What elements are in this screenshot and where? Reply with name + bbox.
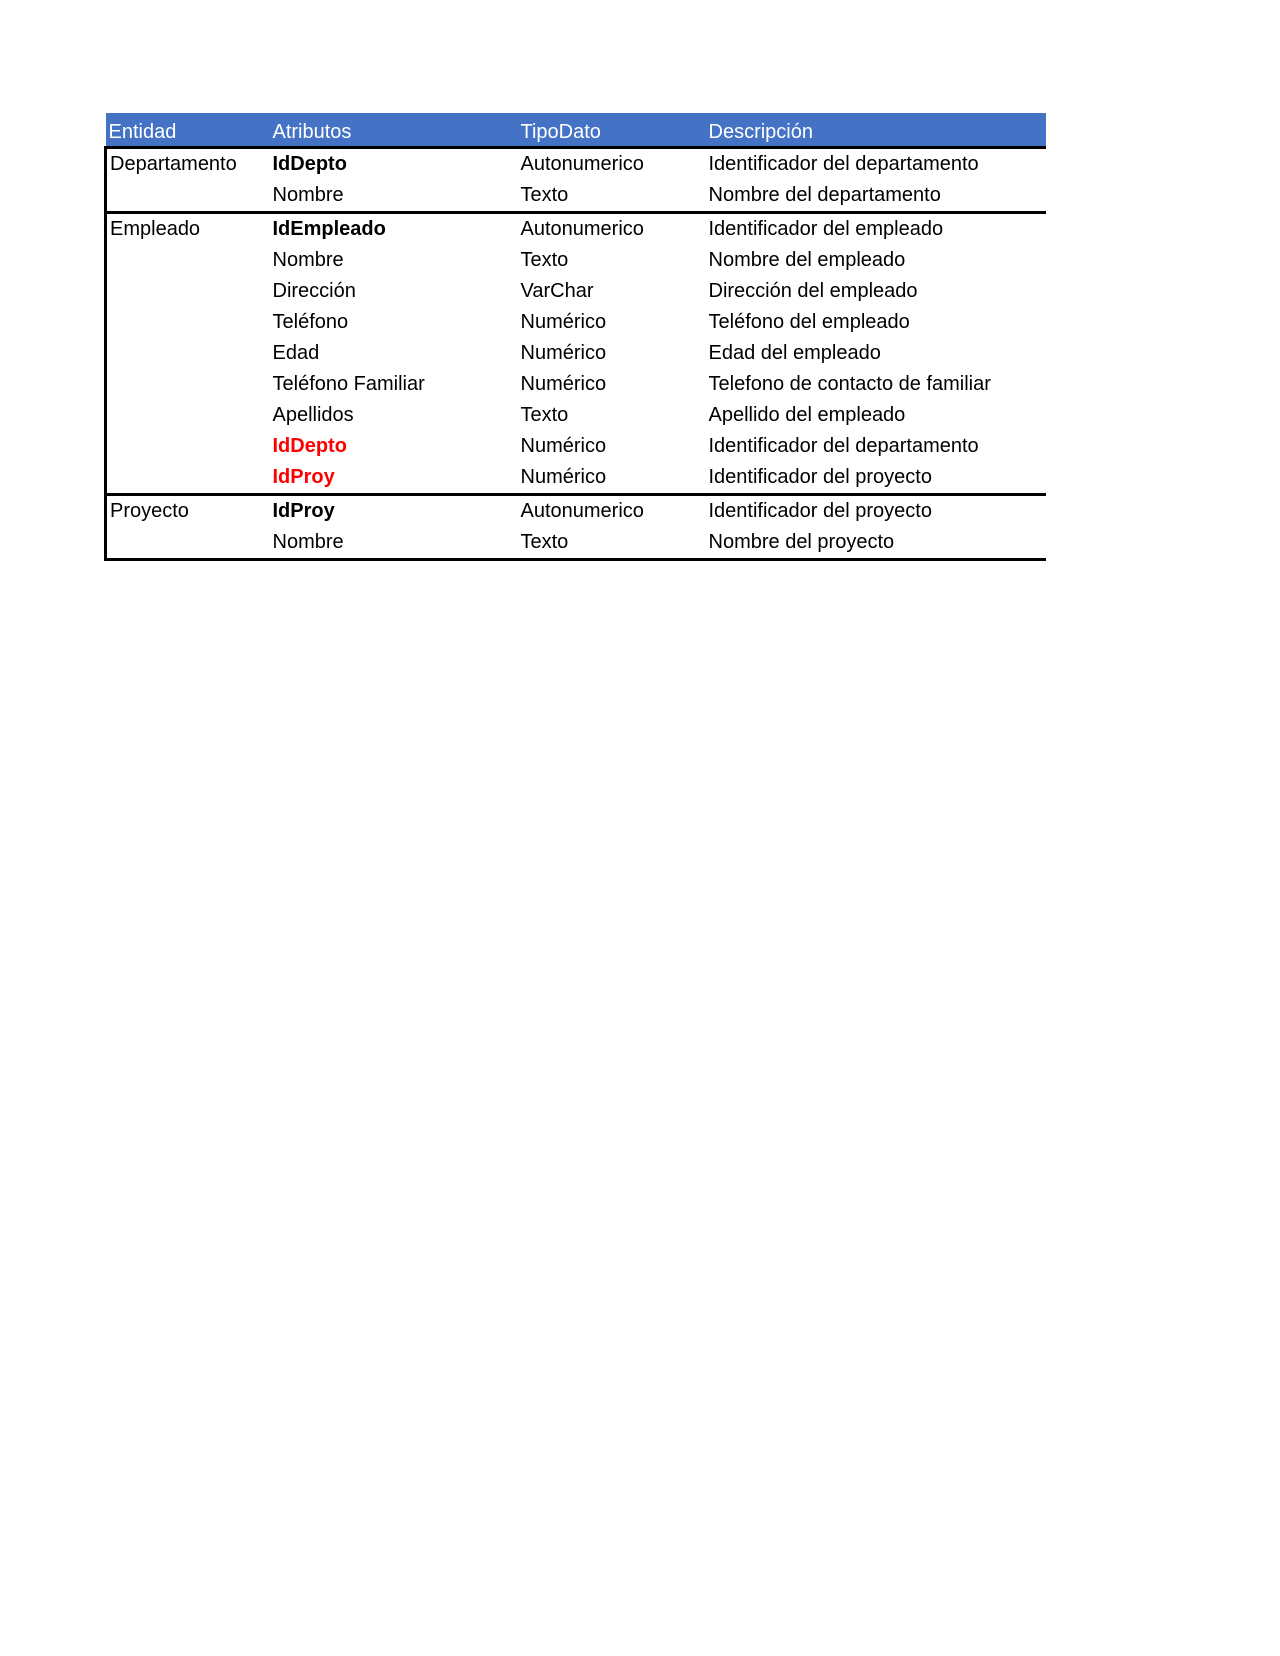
- cell-description[interactable]: Identificador del departamento: [706, 148, 1046, 181]
- cell-description[interactable]: Nombre del empleado: [708, 249, 906, 271]
- table-row: [106, 431, 1046, 462]
- cell-attribute[interactable]: Teléfono: [272, 311, 349, 333]
- cell-type[interactable]: Texto: [520, 249, 569, 271]
- table-row: [106, 527, 1046, 560]
- table-row: [106, 369, 1046, 400]
- cell-attribute[interactable]: IdDepto: [272, 435, 347, 457]
- cell-type[interactable]: Autonumerico: [518, 495, 706, 528]
- table-row: [106, 245, 1046, 276]
- table-row: [106, 338, 1046, 369]
- cell-attribute[interactable]: IdDepto: [270, 148, 518, 181]
- header-row: [106, 113, 1046, 148]
- table-row: [106, 276, 1046, 307]
- cell-description[interactable]: Nombre del departamento: [708, 184, 941, 206]
- cell-description[interactable]: Telefono de contacto de familiar: [708, 373, 991, 395]
- cell-type[interactable]: Numérico: [520, 466, 607, 488]
- cell-entity[interactable]: [106, 527, 270, 560]
- header-type[interactable]: TipoDato: [518, 113, 706, 148]
- cell-description[interactable]: Dirección del empleado: [708, 280, 918, 302]
- cell-description[interactable]: Teléfono del empleado: [708, 311, 910, 333]
- cell-type[interactable]: Autonumerico: [518, 213, 706, 246]
- cell-type[interactable]: VarChar: [520, 280, 594, 302]
- cell-type[interactable]: Autonumerico: [518, 148, 706, 181]
- cell-description[interactable]: Identificador del empleado: [706, 213, 1046, 246]
- cell-type[interactable]: Texto: [520, 184, 569, 206]
- table-row: [106, 400, 1046, 431]
- cell-attribute[interactable]: IdEmpleado: [270, 213, 518, 246]
- data-dictionary-table: [104, 113, 1046, 561]
- cell-description[interactable]: Identificador del departamento: [708, 435, 979, 457]
- cell-type[interactable]: Texto: [518, 527, 706, 560]
- cell-attribute[interactable]: Nombre: [270, 527, 518, 560]
- table-row: [106, 462, 1046, 495]
- cell-entity[interactable]: [106, 462, 270, 495]
- cell-entity[interactable]: [106, 431, 270, 462]
- table-row: [106, 148, 1046, 181]
- cell-entity[interactable]: Empleado: [106, 213, 270, 246]
- cell-entity[interactable]: [106, 307, 270, 338]
- table-body: [106, 148, 1046, 560]
- table-row: [106, 307, 1046, 338]
- cell-entity[interactable]: Proyecto: [106, 495, 270, 528]
- cell-description[interactable]: Identificador del proyecto: [706, 495, 1046, 528]
- cell-type[interactable]: Numérico: [520, 373, 607, 395]
- cell-entity[interactable]: [106, 369, 270, 400]
- data-dictionary-sheet: [104, 113, 1044, 561]
- cell-attribute[interactable]: IdProy: [272, 466, 335, 488]
- cell-entity[interactable]: [106, 276, 270, 307]
- cell-attribute[interactable]: Apellidos: [272, 404, 354, 426]
- table-row: [106, 495, 1046, 528]
- header-entity[interactable]: Entidad: [106, 113, 270, 148]
- header-attributes[interactable]: Atributos: [270, 113, 518, 148]
- header-description[interactable]: Descripción: [706, 113, 1046, 148]
- cell-description[interactable]: Apellido del empleado: [708, 404, 906, 426]
- cell-entity[interactable]: [106, 180, 270, 213]
- table-row: [106, 180, 1046, 213]
- cell-description[interactable]: Identificador del proyecto: [708, 466, 932, 488]
- cell-type[interactable]: Texto: [520, 404, 569, 426]
- cell-type[interactable]: Numérico: [520, 435, 607, 457]
- table-row: [106, 213, 1046, 246]
- cell-attribute[interactable]: Nombre: [272, 249, 344, 271]
- cell-entity[interactable]: [106, 338, 270, 369]
- cell-type[interactable]: Numérico: [520, 311, 607, 333]
- cell-description[interactable]: Nombre del proyecto: [706, 527, 1046, 560]
- cell-attribute[interactable]: Teléfono Familiar: [272, 373, 425, 395]
- cell-type[interactable]: Numérico: [520, 342, 607, 364]
- cell-entity[interactable]: [106, 245, 270, 276]
- cell-attribute[interactable]: Edad: [272, 342, 320, 364]
- cell-attribute[interactable]: IdProy: [270, 495, 518, 528]
- cell-attribute[interactable]: Dirección: [272, 280, 356, 302]
- cell-entity[interactable]: [106, 400, 270, 431]
- cell-entity[interactable]: Departamento: [106, 148, 270, 181]
- cell-attribute[interactable]: Nombre: [272, 184, 344, 206]
- cell-description[interactable]: Edad del empleado: [708, 342, 881, 364]
